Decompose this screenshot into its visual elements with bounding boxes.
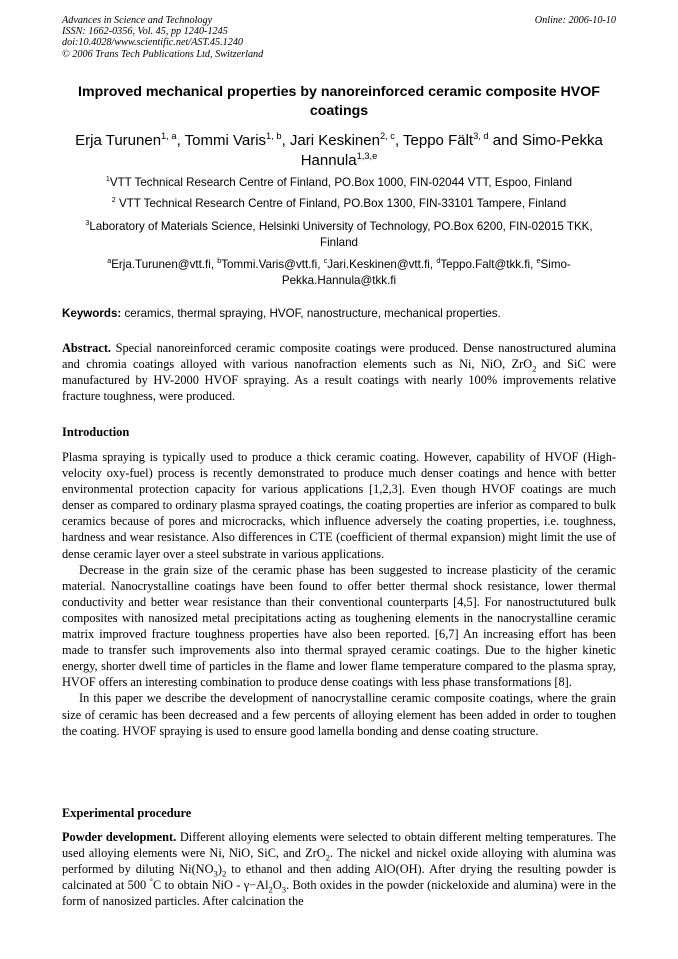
paragraph: Decrease in the grain size of the ceramic phase has been suggested to increase plasticity of the ceramic material. Nanocrystalline coatings have been found to offer better thermal shock resistance, lower thermal conductivity and better wear resistance than their conventional counterparts [4,5]. For nanostructutured bulk composites with nanosized metal precipitations acting as toughening elements in the nanocrystalline ceramic matrix improved fracture toughness properties have also been reported. [6,7] An increasing effort has been made to transfer such improvements also into thermal sprayed ceramic coatings. Due to the higher kinetic energy, shorter dwell time of particles in the flame and lower flame temperature compared to the plasma spray, HVOF offers an interesting combination to produce dense coatings with less phase transformations [8]. xyxy=(62,562,616,690)
keywords xyxy=(62,306,616,322)
affiliation xyxy=(70,196,608,212)
email-mark: c xyxy=(323,256,328,266)
section-heading-introduction: Introduction xyxy=(62,425,130,439)
subsection-label: Powder development. xyxy=(62,830,177,844)
body-text: ) xyxy=(217,862,222,877)
affiliation xyxy=(70,219,608,251)
degree-symbol: ° xyxy=(149,876,153,887)
email-mark: a xyxy=(107,256,112,266)
email-address: Erja.Turunen@vtt.fi, xyxy=(111,258,218,271)
author-name: Jari Keskinen xyxy=(289,132,380,149)
keywords-text: ceramics, thermal spraying, HVOF, nanostructure, mechanical properties. xyxy=(121,307,501,320)
body-text: O xyxy=(272,878,282,893)
abstract-text: and SiC were manufactured by HV-2000 HVOF spraying. As a result coatings with nearly 100% improvements relative fracture toughness, were produced. xyxy=(62,357,616,404)
subscript: 3 xyxy=(213,868,218,879)
subscript: 2 xyxy=(221,868,227,879)
introduction-body xyxy=(62,449,616,739)
author-name: Simo-Pekka Hannula xyxy=(300,132,603,169)
author-name: Tommi Varis xyxy=(184,132,267,149)
author-affil-mark: 1, b xyxy=(266,131,282,141)
online-date: Online: 2006-10-10 xyxy=(534,15,616,26)
subscript: 3 xyxy=(281,884,287,895)
affiliation-mark: 2 xyxy=(111,195,116,205)
author-affil-mark: 1, a xyxy=(161,131,177,141)
email-mark: e xyxy=(536,256,541,266)
subscript: 2 xyxy=(325,852,330,863)
email-address: Jari.Keskinen@vtt.fi, xyxy=(327,258,437,271)
subscript: 2 xyxy=(268,884,273,895)
author-affil-mark: 3, d xyxy=(473,131,489,141)
body-text: C to obtain NiO - γ−Al xyxy=(152,878,269,893)
abstract-label: Abstract. xyxy=(62,341,112,355)
email-mark: d xyxy=(436,256,441,266)
paper-title: Improved mechanical properties by nanoreinforced ceramic composite HVOF coatings xyxy=(78,84,600,119)
affiliation-text: VTT Technical Research Centre of Finland, PO.Box 1300, FIN-33101 Tampere, Finland xyxy=(115,197,567,210)
email-address: Simo-Pekka.Hannula@tkk.fi xyxy=(281,258,571,287)
abstract-text: Special nanoreinforced ceramic composite coatings were produced. Dense nanostructured alumina and chromia coatings alloyed with various nanofraction elements such as Ni, NiO, ZrO xyxy=(62,341,616,372)
journal-copyright: © 2006 Trans Tech Publications Ltd, Switzerland xyxy=(62,48,264,60)
affiliation xyxy=(70,175,608,191)
author-name: Erja Turunen xyxy=(75,132,162,149)
body-text: to ethanol and then adding AlO(OH). After drying the resulting powder is calcinated at 500 xyxy=(62,862,616,893)
section-heading-experimental: Experimental procedure xyxy=(62,806,192,820)
affiliation-mark: 3 xyxy=(85,218,90,228)
author-affil-mark: 2, c xyxy=(379,131,395,141)
paragraph: Plasma spraying is typically used to produce a thick ceramic coating. However, capability of HVOF (High-velocity oxy-fuel) process is recently demonstrated to produce much denser coatings and hence with better environmental protection capacity for various applications [1,2,3]. Even though HVOF coatings are much denser as compared to ordinary plasma sprayed coatings, the coating properties are inferior as compared to bulk ceramics because of pores and microcracks, which influence adversely the coating properties, i.e. toughness, hardness and wear resistance. Also differences in CTE (coefficient of thermal expansion) might limit the use of dense ceramic layer over a steel substrate in various applications. xyxy=(62,450,616,561)
journal-doi: doi:10.4028/www.scientific.net/AST.45.1240 xyxy=(62,37,244,49)
body-text: . Both oxides in the powder (nickeloxide and alumina) were in the form of nanosized particles. After calcination the xyxy=(62,878,616,909)
abstract xyxy=(62,340,616,404)
author-affil-mark: 1,3,e xyxy=(356,151,378,161)
journal-name: Advances in Science and Technology xyxy=(62,15,213,26)
journal-issn: ISSN: 1662-0356, Vol. 45, pp 1240-1245 xyxy=(62,26,228,38)
email-address: Teppo.Falt@tkk.fi, xyxy=(440,258,537,271)
body-text: Different alloying elements were selected to obtain different melting temperatures. The used alloying elements were Ni, NiO, SiC, and ZrO xyxy=(62,830,616,861)
email-mark: b xyxy=(217,256,222,266)
experimental-body xyxy=(62,829,616,909)
subscript: 2 xyxy=(532,363,537,374)
paragraph: In this paper we describe the development of nanocrystalline ceramic composite coatings, where the grain size of ceramic has been decreased and a few percents of alloying element has been added in order to toughen the coating. HVOF spraying is used to ensure good lamella bonding and dense coating structure. xyxy=(62,691,616,738)
author-emails xyxy=(72,257,606,289)
author-name: Teppo Fält xyxy=(403,132,474,149)
affiliation-text: Laboratory of Materials Science, Helsinki University of Technology, PO.Box 6200, FIN-02015 TKK, Finland xyxy=(89,220,593,249)
keywords-label: Keywords: xyxy=(62,307,122,320)
affiliation-text: VTT Technical Research Centre of Finland, PO.Box 1000, FIN-02044 VTT, Espoo, Finland xyxy=(109,176,573,189)
email-address: Tommi.Varis@vtt.fi, xyxy=(221,258,324,271)
author-list: Erja Turunen$^{1, a}$, Tommi Varis$^{1, b}$, Jari Keskinen$^{2, c}$, Teppo Fält$^{3, d}$ and Simo-Pekka Hannula$^{1,3,e}$ xyxy=(75,131,603,169)
journal-header xyxy=(62,15,616,60)
affiliation-mark: 1 xyxy=(105,174,110,184)
body-text: . The nickel and nickel oxide alloying with alumina was performed by diluting Ni(NO xyxy=(62,846,616,877)
